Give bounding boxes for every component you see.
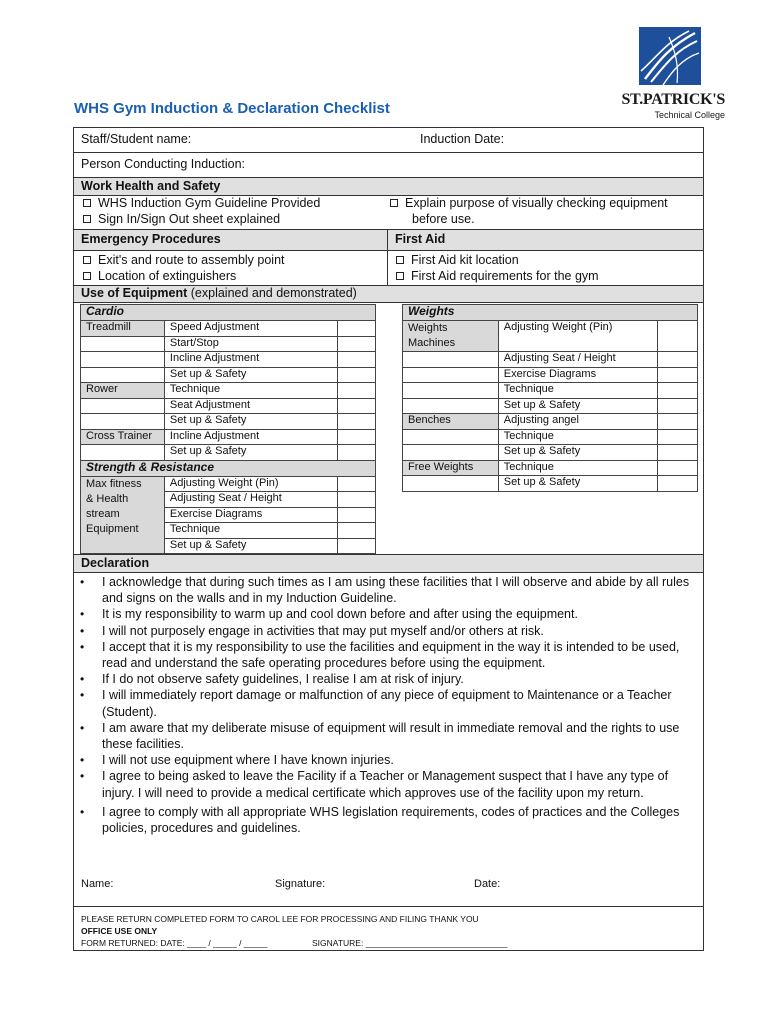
checkbox[interactable] <box>83 256 91 264</box>
tick-cell[interactable] <box>658 321 698 352</box>
checkbox[interactable] <box>396 272 404 280</box>
tick-cell[interactable] <box>338 352 376 368</box>
list-item: • I agree to comply with all appropriate WHS legislation requirements, codes of practices and the Colleges policies, procedures and guidelines. <box>102 804 702 836</box>
whs-heading: Work Health and Safety <box>81 179 221 193</box>
induction-date-label: Induction Date: <box>420 132 505 146</box>
tick-cell[interactable] <box>658 352 698 368</box>
table-row: Start/Stop <box>81 336 376 352</box>
table-row: Set up & Safety <box>403 445 698 461</box>
table-row: Incline Adjustment <box>81 352 376 368</box>
tick-cell[interactable] <box>658 414 698 430</box>
table-row: Adjusting Seat / Height <box>81 492 376 508</box>
table-row: Benches Adjusting angel <box>403 414 698 430</box>
tick-cell[interactable] <box>338 429 376 445</box>
table-row: Technique <box>403 383 698 399</box>
tick-cell[interactable] <box>338 492 376 508</box>
table-row: Exercise Diagrams <box>403 367 698 383</box>
table-row: Max fitness & Health stream Equipment Adjusting Weight (Pin) <box>81 476 376 492</box>
first-aid-heading: First Aid <box>395 232 446 246</box>
date-label: Date: <box>474 878 501 890</box>
list-item: • I agree to being asked to leave the Facility if a Teacher or Management suspect that I have any type of injury. I will need to provide a medical certificate which approves use of the facility upon my return. <box>102 768 702 800</box>
table-row: Exercise Diagrams <box>81 507 376 523</box>
college-logo <box>617 27 727 122</box>
weights-machines-label: Weights Machines <box>403 321 499 352</box>
table-row: Rower Technique <box>81 383 376 399</box>
tick-cell[interactable] <box>338 367 376 383</box>
office-use-label: OFFICE USE ONLY <box>81 926 158 936</box>
list-item: • I acknowledge that during such times as I am using these facilities that I will observe and abide by all rules and signs on the walls and in my Induction Guideline. <box>102 574 702 606</box>
whs-item[interactable]: WHS Induction Gym Guideline Provided <box>83 196 320 210</box>
first-aid-item[interactable]: First Aid kit location <box>396 253 519 267</box>
declaration-heading: Declaration <box>81 556 150 570</box>
tick-cell[interactable] <box>658 460 698 476</box>
form-returned-date: FORM RETURNED: DATE: ____ / _____ / _____ <box>81 938 268 948</box>
tick-cell[interactable] <box>658 429 698 445</box>
emergency-item[interactable]: Exit's and route to assembly point <box>83 253 285 267</box>
list-item: • It is my responsibility to warm up and cool down before and after using the equipment. <box>102 606 702 622</box>
strength-label: Max fitness & Health stream Equipment <box>81 476 165 554</box>
return-instructions: PLEASE RETURN COMPLETED FORM TO CAROL LEE FOR PROCESSING AND FILING THANK YOU <box>81 914 479 924</box>
checklist-form <box>73 127 704 951</box>
table-row: Technique <box>81 523 376 539</box>
name-label: Name: <box>81 878 114 890</box>
person-conducting-label: Person Conducting Induction: <box>81 157 245 171</box>
checkbox[interactable] <box>390 199 398 207</box>
table-row: Set up & Safety <box>81 414 376 430</box>
whs-item-continued: before use. <box>412 212 475 226</box>
table-row: Set up & Safety <box>403 398 698 414</box>
logo-subtitle: Technical College <box>654 110 725 120</box>
table-row: Set up & Safety <box>81 367 376 383</box>
list-item: • I am aware that my deliberate misuse of equipment will result in immediate removal and the rights to use these facilities. <box>102 720 702 752</box>
weights-heading: Weights <box>403 305 698 321</box>
table-row: Weights Machines Adjusting Weight (Pin) <box>403 321 698 352</box>
logo-emblem <box>639 27 701 85</box>
tick-cell[interactable] <box>658 367 698 383</box>
table-row: Technique <box>403 429 698 445</box>
tick-cell[interactable] <box>338 398 376 414</box>
logo-name: ST.PATRICK'S <box>621 91 725 108</box>
table-row: Seat Adjustment <box>81 398 376 414</box>
cardio-heading: Cardio <box>81 305 376 321</box>
declaration-list <box>102 574 702 836</box>
tick-cell[interactable] <box>338 523 376 539</box>
tick-cell[interactable] <box>658 445 698 461</box>
table-row: Set up & Safety <box>81 538 376 554</box>
checkbox[interactable] <box>83 215 91 223</box>
first-aid-item[interactable]: First Aid requirements for the gym <box>396 269 599 283</box>
table-row: Set up & Safety <box>81 445 376 461</box>
tick-cell[interactable] <box>338 476 376 492</box>
whs-item[interactable]: Explain purpose of visually checking equipment <box>390 196 668 210</box>
tick-cell[interactable] <box>658 476 698 492</box>
cardio-table <box>80 304 376 554</box>
weights-table <box>402 304 698 492</box>
list-item: • I will not use equipment where I have known injuries. <box>102 752 702 768</box>
table-row: Set up & Safety <box>403 476 698 492</box>
office-signature: SIGNATURE: ______________________________ <box>312 938 508 948</box>
table-row: Cross Trainer Incline Adjustment <box>81 429 376 445</box>
equipment-heading: Use of Equipment (explained and demonstrated) <box>81 286 357 300</box>
list-item: • I will immediately report damage or malfunction of any piece of equipment to Maintenance or a Teacher (Student). <box>102 687 702 719</box>
tick-cell[interactable] <box>338 414 376 430</box>
tick-cell[interactable] <box>338 538 376 554</box>
tick-cell[interactable] <box>338 445 376 461</box>
emergency-item[interactable]: Location of extinguishers <box>83 269 236 283</box>
strength-heading: Strength & Resistance <box>81 460 376 476</box>
tick-cell[interactable] <box>338 336 376 352</box>
signature-label: Signature: <box>275 878 326 890</box>
table-row: Treadmill Speed Adjustment <box>81 321 376 337</box>
staff-name-label: Staff/Student name: <box>81 132 192 146</box>
list-item: • I accept that it is my responsibility to use the facilities and equipment in the way it is intended to be used, read and understand the safe operating procedures before using the equipment. <box>102 639 702 671</box>
tick-cell[interactable] <box>338 383 376 399</box>
list-item: • If I do not observe safety guidelines, I realise I am at risk of injury. <box>102 671 702 687</box>
whs-item[interactable]: Sign In/Sign Out sheet explained <box>83 212 280 226</box>
tick-cell[interactable] <box>658 383 698 399</box>
list-item: • I will not purposely engage in activities that may put myself and/or others at risk. <box>102 623 702 639</box>
table-row: Adjusting Seat / Height <box>403 352 698 368</box>
table-row: Free Weights Technique <box>403 460 698 476</box>
checkbox[interactable] <box>396 256 404 264</box>
checkbox[interactable] <box>83 199 91 207</box>
emergency-heading: Emergency Procedures <box>81 232 221 246</box>
tick-cell[interactable] <box>338 321 376 337</box>
checkbox[interactable] <box>83 272 91 280</box>
page-title: WHS Gym Induction & Declaration Checklist <box>74 100 390 117</box>
tick-cell[interactable] <box>338 507 376 523</box>
tick-cell[interactable] <box>658 398 698 414</box>
